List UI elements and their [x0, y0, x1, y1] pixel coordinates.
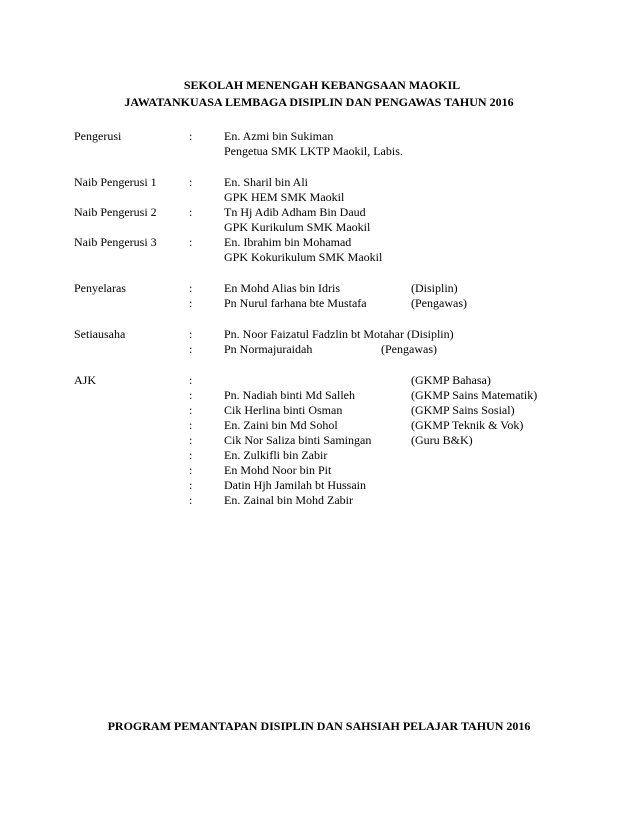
member-position: GPK Kurikulum SMK Maokil: [224, 220, 371, 234]
colon-separator: :: [189, 129, 193, 143]
program-title: PROGRAM PEMANTAPAN DISIPLIN DAN SAHSIAH PELAJAR TAHUN 2016: [107, 719, 531, 733]
member-name: Pn Nurul farhana bte Mustafa: [224, 296, 367, 310]
committee-row: [0, 296, 638, 311]
role-label: Naib Pengerusi 2: [74, 205, 157, 219]
unit-note: (GKMP Sains Sosial): [411, 403, 515, 417]
colon-separator: :: [189, 493, 193, 507]
unit-note: (Disiplin): [411, 281, 458, 295]
colon-separator: :: [189, 388, 193, 402]
colon-separator: :: [189, 448, 193, 462]
committee-row: [0, 235, 638, 250]
committee-row: [0, 373, 638, 388]
member-name: En. Sharil bin Ali: [224, 175, 308, 189]
school-name-title: SEKOLAH MENENGAH KEBANGSAAN MAOKIL: [183, 78, 461, 92]
unit-note: (GKMP Teknik & Vok): [411, 418, 524, 432]
committee-row: [0, 448, 638, 463]
colon-separator: :: [189, 296, 193, 310]
committee-title: JAWATANKUASA LEMBAGA DISIPLIN DAN PENGAWAS TAHUN 2016: [124, 95, 514, 109]
member-name: En. Zainal bin Mohd Zabir: [224, 493, 353, 507]
member-name: Datin Hjh Jamilah bt Hussain: [224, 478, 366, 492]
committee-row: [0, 175, 638, 190]
committee-row: [0, 342, 638, 357]
member-name: En. Zaini bin Md Sohol: [224, 418, 338, 432]
committee-row: [0, 250, 638, 265]
committee-row: [0, 327, 638, 342]
committee-row: [0, 418, 638, 433]
member-name: En. Ibrahim bin Mohamad: [224, 235, 352, 249]
committee-row: [0, 281, 638, 296]
committee-row: [0, 129, 638, 144]
colon-separator: :: [189, 235, 193, 249]
section-secretaries: [0, 327, 638, 357]
member-name: Cik Nor Saliza binti Samingan: [224, 433, 372, 447]
role-label: Setiausaha: [74, 327, 126, 341]
role-label: Naib Pengerusi 1: [74, 175, 157, 189]
section-vice-chairmen: [0, 175, 638, 265]
colon-separator: :: [189, 327, 193, 341]
member-position: Pengetua SMK LKTP Maokil, Labis.: [224, 144, 403, 158]
unit-note: (GKMP Sains Matematik): [411, 388, 538, 402]
role-label: Pengerusi: [74, 129, 122, 143]
unit-note: (Pengawas): [381, 342, 437, 356]
colon-separator: :: [189, 281, 193, 295]
member-name: Pn. Nadiah binti Md Salleh: [224, 388, 355, 402]
colon-separator: :: [189, 433, 193, 447]
committee-row: [0, 144, 638, 159]
committee-row: [0, 403, 638, 418]
committee-list: [0, 129, 638, 524]
colon-separator: :: [189, 205, 193, 219]
colon-separator: :: [189, 478, 193, 492]
section-coordinators: [0, 281, 638, 311]
colon-separator: :: [189, 403, 193, 417]
section-chairman: [0, 129, 638, 159]
member-position: GPK HEM SMK Maokil: [224, 190, 345, 204]
committee-row: [0, 433, 638, 448]
unit-note: (GKMP Bahasa): [411, 373, 491, 387]
committee-row: [0, 205, 638, 220]
section-committee-members: [0, 373, 638, 508]
document-header: [0, 77, 638, 111]
committee-row: [0, 478, 638, 493]
committee-row: [0, 220, 638, 235]
unit-note: (Guru B&K): [411, 433, 473, 447]
role-label: Naib Pengerusi 3: [74, 235, 157, 249]
committee-row: [0, 388, 638, 403]
role-label: AJK: [74, 373, 97, 387]
member-name: Pn. Noor Faizatul Fadzlin bt Motahar (Disiplin): [224, 327, 454, 341]
member-name: En Mohd Alias bin Idris: [224, 281, 340, 295]
member-name: En Mohd Noor bin Pit: [224, 463, 332, 477]
colon-separator: :: [189, 175, 193, 189]
colon-separator: :: [189, 418, 193, 432]
unit-note: (Pengawas): [411, 296, 467, 310]
member-name: En. Zulkifli bin Zabir: [224, 448, 328, 462]
member-name: Cik Herlina binti Osman: [224, 403, 343, 417]
member-position: GPK Kokurikulum SMK Maokil: [224, 250, 383, 264]
member-name: Pn Normajuraidah: [224, 342, 313, 356]
committee-row: [0, 463, 638, 478]
colon-separator: :: [189, 342, 193, 356]
member-name: En. Azmi bin Sukiman: [224, 129, 334, 143]
colon-separator: :: [189, 463, 193, 477]
role-label: Penyelaras: [74, 281, 126, 295]
committee-row: [0, 493, 638, 508]
colon-separator: :: [189, 373, 193, 387]
committee-row: [0, 190, 638, 205]
member-name: Tn Hj Adib Adham Bin Daud: [224, 205, 366, 219]
